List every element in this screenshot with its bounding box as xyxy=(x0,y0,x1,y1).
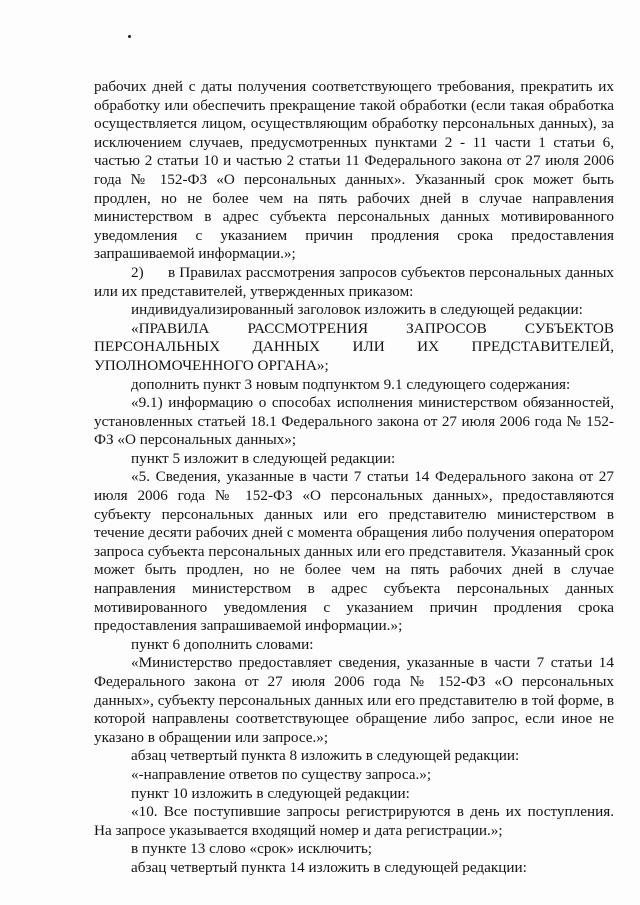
rules-title-line-1: «ПРАВИЛА РАССМОТРЕНИЯ ЗАПРОСОВ СУБЪЕКТОВ xyxy=(131,319,614,337)
paragraph-item-10-instruction: пункт 10 изложить в следующей редакции: xyxy=(131,784,410,802)
paragraph-item-8-text: «-направление ответов по существу запроса.»; xyxy=(131,765,432,783)
rules-title-line-3: УПОЛНОМОЧЕННОГО ОРГАНА»; xyxy=(94,356,329,374)
paragraph-item-5-text: «5. Сведения, указанные в части 7 статьи 14 Федерального закона от 27 июля 2006 года № 152-ФЗ «О персональных данных», предоставляются субъекту персональных данных или его представителю министерством в течение десяти рабочих дней с момента обращения либо получения оператором запроса субъекта персональных данных или его представителя. Указанный срок может быть продлен, но не более чем на пять рабочих дней в случае направления министерством в адрес субъекта персональных данных мотивированного уведомления с указанием причин продления срока предоставления запрашиваемой информации.»; xyxy=(94,468,614,635)
paragraph-continuation: рабочих дней с даты получения соответствующего требования, прекратить их обработку или обеспечить прекращение такой обработки (если такая обработка осуществляется лицом, осуществляющим обработку персональных данных), за исключением случаев, предусмотренных пунктами 2 - 11 части 1 статьи 6, частью 2 статьи 10 и частью 2 статьи 11 Федерального закона от 27 июля 2006 года № 152-ФЗ «О персональных данных». Указанный срок может быть продлен, но не более чем на пять рабочих дней в случае направления министерством в адрес субъекта персональных данных мотивированного уведомления с указанием причин продления срока предоставления запрашиваемой информации.»; xyxy=(94,78,614,263)
scan-speck xyxy=(128,35,131,38)
paragraph-subitem-9-1: «9.1) информацию о способах исполнения министерством обязанностей, установленных статьей 18.1 Федерального закона от 27 июля 2006 года № 152-ФЗ «О персональных данных»; xyxy=(94,394,614,449)
paragraph-item-10-text: «10. Все поступившие запросы регистрируются в день их поступления. На запросе указывается входящий номер и дата регистрации.»; xyxy=(94,803,614,839)
paragraph-item-2: 2) в Правилах рассмотрения запросов субъектов персональных данных или их представителей, утвержденных приказом: xyxy=(94,263,618,300)
document-body xyxy=(94,78,618,878)
paragraph-item-6-instruction: пункт 6 дополнить словами: xyxy=(131,635,314,653)
rules-title-line-2: ПЕРСОНАЛЬНЫХ ДАННЫХ ИЛИ ИХ ПРЕДСТАВИТЕЛЕЙ, xyxy=(94,338,614,356)
paragraph-heading-instruction: индивидуализированный заголовок изложить в следующей редакции: xyxy=(131,301,583,319)
rules-title xyxy=(94,320,614,376)
paragraph-item-8-instruction: абзац четвертый пункта 8 изложить в следующей редакции: xyxy=(131,747,520,765)
paragraph-item-6-text: «Министерство предоставляет сведения, указанные в части 7 статьи 14 Федерального закона от 27 июля 2006 года № 152-ФЗ «О персональных данных», субъекту персональных данных или его представителю в той форме, в которой направлены соответствующее обращение либо запрос, если иное не указано в обращении или запросе.»; xyxy=(94,654,614,746)
paragraph-item-14-instruction: абзац четвертый пункта 14 изложить в следующей редакции: xyxy=(131,858,527,876)
paragraph-item-13: в пункте 13 слово «срок» исключить; xyxy=(131,840,372,858)
paragraph-add-subitem: дополнить пункт 3 новым подпунктом 9.1 следующего содержания: xyxy=(131,375,571,393)
paragraph-item-5-instruction: пункт 5 изложит в следующей редакции: xyxy=(131,449,396,467)
